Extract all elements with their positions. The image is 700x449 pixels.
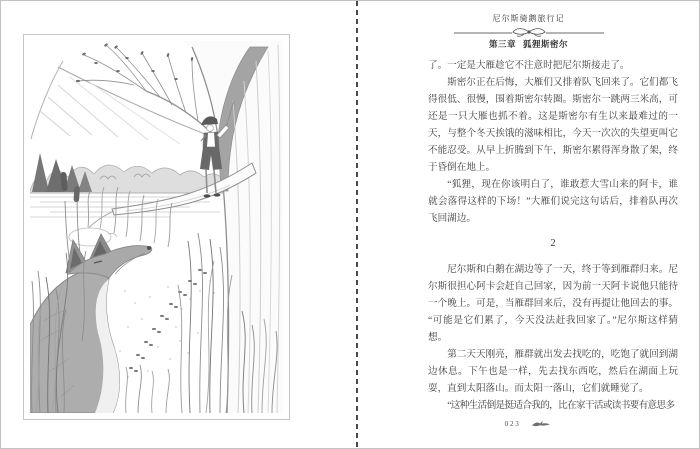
- page-footer: [358, 414, 699, 432]
- section-number: 2: [550, 238, 556, 249]
- paragraph: 斯密尔正在后悔，大雁们又排着队飞回来了。它们都飞得很低、很慢，围着斯密尔转圈。斯密尔一跳两三米高，可还是一只大雁也抓不着。这是斯密尔有生以来最难过的一天，与整个冬天挨饿的滋味相比，今天一次次的失望更叫它不能忍受。从早上折腾到下午，斯密尔累得浑身散了架，终于昏倒在地上。: [428, 77, 678, 173]
- chapter-heading: [358, 38, 699, 50]
- page-body: [428, 57, 678, 414]
- paragraph: 尼尔斯和白鹅在湖边等了一天，终于等到雁群归来。尼尔斯很担心阿卡会赶自己回家，因为前一天阿卡说他只能待一个晚上。可是，当雁群回来后，没有再提让他回去的事。“可能是它们累了，今天没法赶我回家了。”尼尔斯这样猜想。: [428, 264, 678, 343]
- right-page: [358, 1, 699, 448]
- fox-sketch: [30, 234, 152, 413]
- paragraph: 第二天天刚亮，雁群就出发去找吃的，吃饱了就回到湖边休息。下午也是一样，先去找东西吃，然后在湖面上玩耍，直到太阳落山。而太阳一落山，它们就睡觉了。: [428, 349, 678, 394]
- paragraph: 了。一定是大雁趁它不注意时把尼尔斯接走了。: [428, 60, 630, 71]
- illustration-frame: [23, 34, 290, 420]
- budding-twigs-sketch: [76, 43, 198, 121]
- paragraph: “狐狸，现在你该明白了，谁敢惹大雪山来的阿卡，谁就会落得这样的下场！”大雁们说完这句话后，排着队再次飞回湖边。: [428, 179, 678, 224]
- book-title: 尼尔斯骑鹅旅行记: [492, 14, 565, 23]
- left-page: [1, 1, 356, 448]
- page-header: [358, 13, 699, 50]
- illustration: [30, 41, 283, 413]
- header-divider-ornament: [454, 26, 604, 38]
- treeline-sketch: [30, 153, 230, 193]
- page-number: 023: [504, 418, 521, 428]
- chapter-number: 第三章: [488, 39, 516, 49]
- paragraph: “这种生活倒是挺适合我的，比在家干活或读书要有意思多: [447, 400, 675, 411]
- chapter-title: 狐狸斯密尔: [523, 39, 569, 49]
- flying-goose-icon: [530, 419, 552, 428]
- white-goose-sketch: [69, 228, 117, 246]
